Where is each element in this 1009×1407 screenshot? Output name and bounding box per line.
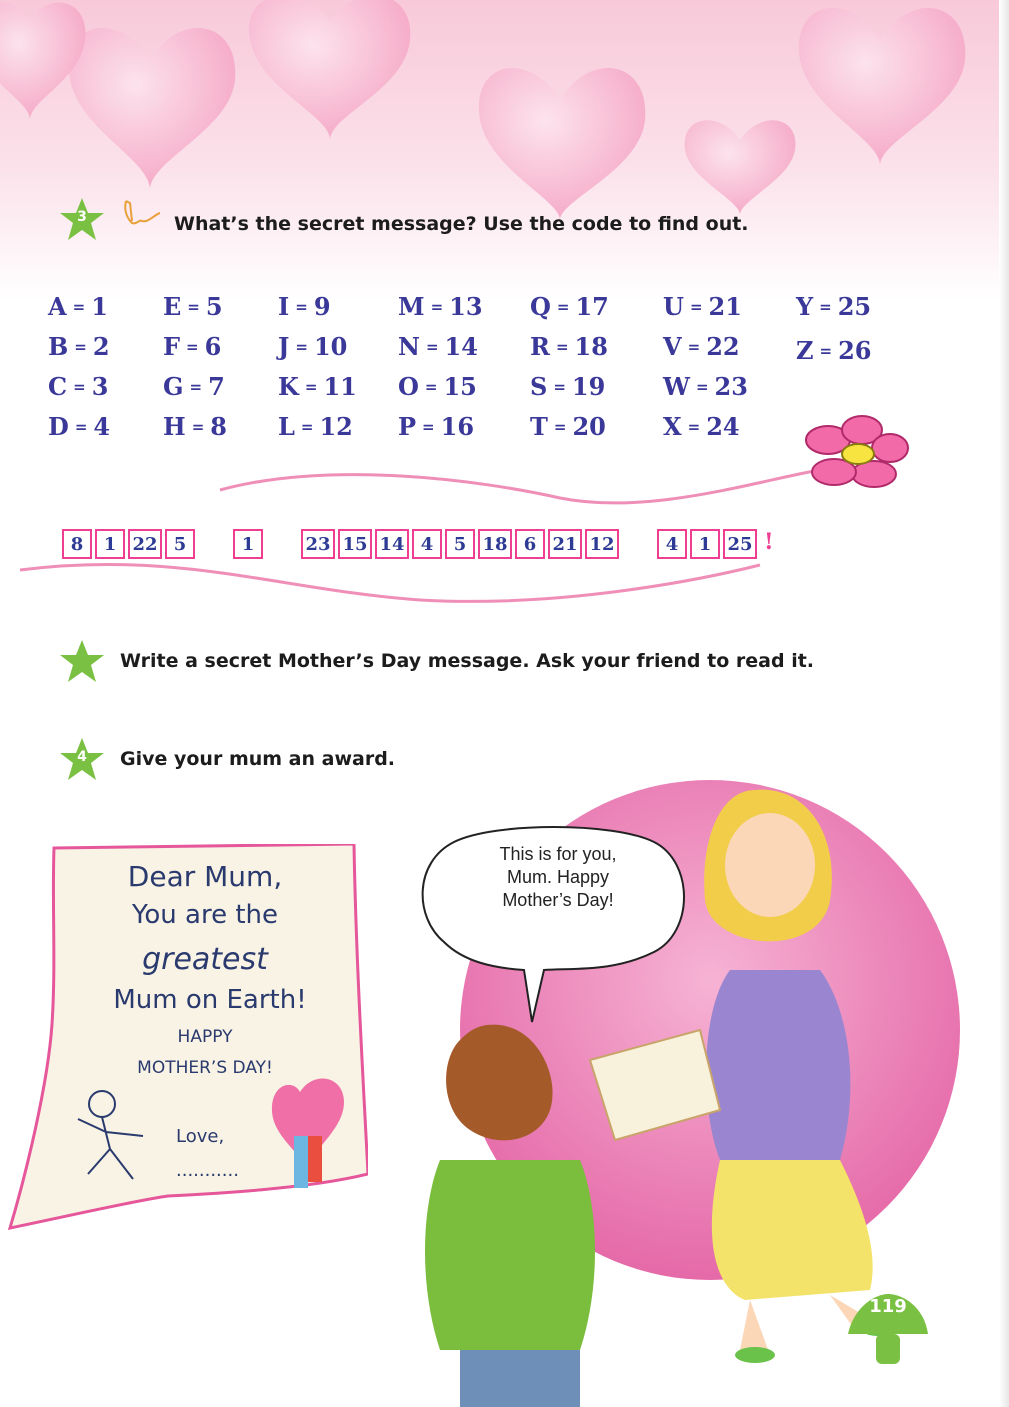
equals-sign: = [425, 338, 439, 356]
message-box: 12 [585, 529, 619, 559]
message-box: 15 [338, 529, 372, 559]
code-entry [163, 412, 227, 441]
code-letter: S [530, 372, 548, 401]
equals-sign: = [819, 342, 833, 360]
message-box: 21 [548, 529, 582, 559]
code-entry [398, 412, 474, 441]
code-value: 15 [443, 372, 477, 401]
code-entry [278, 372, 357, 401]
message-box: 14 [375, 529, 409, 559]
equals-sign: = [74, 338, 87, 356]
code-letter: F [163, 332, 181, 361]
code-entry [663, 372, 748, 401]
message-box: 4 [657, 529, 687, 559]
code-value: 26 [838, 336, 872, 365]
equals-sign: = [300, 418, 314, 436]
speech-text [463, 843, 653, 912]
code-value: 20 [572, 412, 606, 441]
equals-sign: = [72, 298, 86, 316]
equals-sign: = [304, 378, 318, 396]
code-value: 1 [91, 292, 108, 321]
ribbon-icon [294, 1136, 308, 1188]
code-value: 25 [837, 292, 872, 321]
bonus-star [59, 638, 105, 684]
message-box: 22 [128, 529, 162, 559]
message-box: 5 [165, 529, 195, 559]
message-box: 1 [690, 529, 720, 559]
code-value: 9 [313, 292, 331, 321]
message-box: 8 [62, 529, 92, 559]
message-box: 1 [233, 529, 263, 559]
code-value: 8 [210, 412, 227, 441]
code-value: 18 [574, 332, 608, 361]
equals-sign: = [819, 298, 832, 316]
code-value: 6 [204, 332, 222, 361]
code-value: 10 [313, 332, 348, 361]
message-box: 4 [412, 529, 442, 559]
hearts-background [0, 0, 1000, 300]
code-entry [278, 292, 331, 321]
card-line-3: greatest [142, 942, 268, 977]
code-letter: L [278, 412, 295, 441]
card-love: Love, [176, 1126, 225, 1147]
equals-sign: = [687, 338, 701, 356]
code-value: 16 [440, 412, 475, 441]
code-entry [48, 372, 108, 401]
equals-sign: = [74, 418, 88, 436]
card-line-4: Mum on Earth! [113, 985, 307, 1015]
code-entry [278, 412, 353, 441]
code-letter: E [163, 292, 182, 321]
code-value: 11 [323, 372, 357, 401]
code-value: 13 [449, 292, 483, 321]
code-entry [663, 292, 742, 321]
code-value: 7 [208, 372, 225, 401]
code-letter: Q [530, 292, 551, 321]
code-letter: B [48, 332, 69, 361]
code-letter: Y [796, 292, 814, 321]
code-entry [530, 332, 608, 361]
equals-sign: = [687, 418, 701, 436]
code-entry [796, 336, 872, 365]
message-box: 6 [515, 529, 545, 559]
exercise-4-instruction: Give your mum an award. [120, 748, 396, 770]
code-value: 4 [93, 412, 111, 441]
card-signature-dots: ........... [176, 1160, 239, 1181]
message-box: 1 [95, 529, 125, 559]
page-number: 119 [869, 1296, 907, 1317]
code-entry [530, 292, 609, 321]
star-icon [59, 638, 105, 684]
page-edge [999, 0, 1009, 1407]
code-entry [530, 412, 606, 441]
code-value: 21 [708, 292, 742, 321]
code-entry [796, 292, 871, 321]
code-value: 23 [714, 372, 748, 401]
code-letter: W [663, 372, 690, 401]
speech-line-1: This is for you, [499, 844, 617, 864]
code-letter: N [398, 332, 420, 361]
code-entry [398, 292, 483, 321]
code-value: 17 [575, 292, 609, 321]
code-entry [398, 332, 478, 361]
code-letter: P [398, 412, 417, 441]
equals-sign: = [553, 418, 567, 436]
code-value: 2 [92, 332, 110, 361]
code-letter: V [663, 332, 682, 361]
code-letter: U [663, 292, 684, 321]
code-letter: X [663, 412, 682, 441]
equals-sign: = [422, 418, 435, 436]
equals-sign: = [189, 378, 203, 396]
code-letter: O [398, 372, 419, 401]
code-entry [163, 292, 223, 321]
code-value: 14 [444, 332, 478, 361]
message-box: 23 [301, 529, 335, 559]
code-entry [530, 372, 605, 401]
code-entry [163, 372, 225, 401]
code-value: 22 [706, 332, 740, 361]
code-entry [48, 292, 108, 321]
code-entry [663, 332, 740, 361]
exercise-number: 3 [77, 209, 87, 225]
equals-sign: = [187, 298, 200, 316]
equals-sign: = [295, 298, 308, 316]
message-box: 25 [723, 529, 757, 559]
exercise-number: 4 [77, 749, 87, 765]
code-value: 24 [706, 412, 740, 441]
code-letter: T [530, 412, 548, 441]
speech-line-3: Mother’s Day! [502, 890, 614, 910]
flower-icon [800, 414, 910, 494]
code-entry [398, 372, 477, 401]
speech-line-2: Mum. Happy [506, 867, 610, 887]
code-value: 5 [205, 292, 223, 321]
code-letter: Z [796, 336, 814, 365]
card-line-2: You are the [131, 900, 279, 930]
card-line-6: MOTHER’S DAY! [137, 1058, 273, 1078]
code-value: 19 [571, 372, 606, 401]
card-line-1: Dear Mum, [127, 860, 283, 893]
code-letter: D [48, 412, 69, 441]
code-letter: H [163, 412, 186, 441]
exercise-3-instruction: What’s the secret message? Use the code to find out. [174, 213, 749, 235]
code-letter: G [163, 372, 184, 401]
code-letter: K [278, 372, 299, 401]
equals-sign: = [556, 298, 570, 316]
code-letter: C [48, 372, 68, 401]
equals-sign: = [689, 298, 703, 316]
code-entry [663, 412, 740, 441]
code-entry [48, 332, 110, 361]
exercise-4-star [59, 736, 105, 782]
pencil-icon [120, 199, 164, 231]
equals-sign: = [424, 378, 438, 396]
message-box: 18 [478, 529, 512, 559]
code-letter: R [530, 332, 550, 361]
code-value: 12 [319, 412, 353, 441]
code-letter: I [278, 292, 290, 321]
message-box: 5 [445, 529, 475, 559]
bonus-instruction: Write a secret Mother’s Day message. Ask your friend to read it. [120, 650, 815, 672]
equals-sign: = [555, 338, 569, 356]
equals-sign: = [430, 298, 444, 316]
equals-sign: = [186, 338, 199, 356]
code-entry [278, 332, 347, 361]
code-letter: A [48, 292, 67, 321]
code-letter: J [278, 332, 290, 361]
equals-sign: = [553, 378, 566, 396]
code-entry [163, 332, 221, 361]
equals-sign: = [73, 378, 86, 396]
code-letter: M [398, 292, 425, 321]
message-exclamation: ! [764, 529, 774, 555]
exercise-3-star [59, 196, 105, 242]
equals-sign: = [295, 338, 308, 356]
card-line-5: HAPPY [177, 1027, 233, 1047]
code-value: 3 [91, 372, 109, 401]
equals-sign: = [695, 378, 709, 396]
equals-sign: = [191, 418, 205, 436]
code-entry [48, 412, 110, 441]
